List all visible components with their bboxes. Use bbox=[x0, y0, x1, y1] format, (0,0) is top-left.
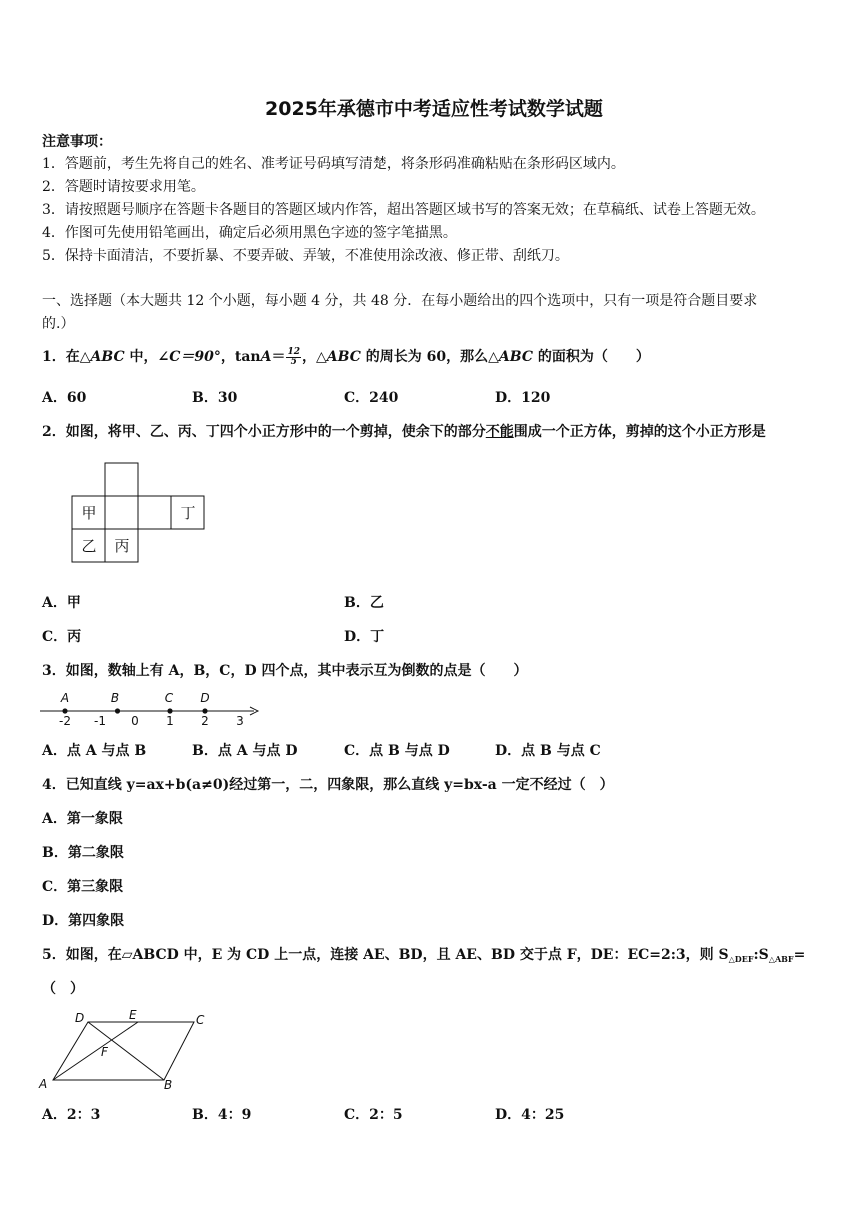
vertex-label-b: B bbox=[164, 1078, 173, 1092]
point-d-dot bbox=[202, 708, 207, 713]
net-square-blank bbox=[138, 496, 171, 529]
q1-mid2: ，tan bbox=[220, 349, 261, 365]
vertex-label-a: A bbox=[39, 1077, 48, 1091]
q3-option-c[interactable]: C．点 B 与点 D bbox=[344, 743, 450, 759]
q2-pre: 2．如图，将甲、乙、丙、丁四个小正方形中的一个剪掉，使余下的部分 bbox=[42, 424, 486, 440]
net-label-bing: 丙 bbox=[114, 537, 130, 555]
page-title: 2025年承德市中考适应性考试数学试题 bbox=[265, 98, 603, 120]
q1-fraction bbox=[286, 348, 301, 367]
notice-item-4: 4．作图可先使用铅笔画出，确定后必须用黑色字迹的签字笔描黑。 bbox=[42, 225, 457, 241]
q4-option-b[interactable]: B．第二象限 bbox=[42, 845, 124, 861]
q5-mid: :S bbox=[753, 947, 769, 963]
q1-angle: ∠C＝90° bbox=[157, 349, 221, 365]
q2-option-a[interactable]: A．甲 bbox=[42, 595, 81, 611]
net-square-top bbox=[105, 463, 138, 496]
q2-option-c[interactable]: C．丙 bbox=[42, 629, 82, 645]
q5-stem bbox=[42, 944, 805, 964]
vertex-label-d: D bbox=[75, 1011, 85, 1025]
vertex-label-c: C bbox=[196, 1013, 205, 1027]
q1-tri1: △ABC bbox=[79, 349, 125, 365]
parallelogram-figure bbox=[36, 1008, 226, 1094]
q4-option-a[interactable]: A．第一象限 bbox=[42, 811, 123, 827]
q3-stem: 3．如图，数轴上有 A，B，C，D 四个点，其中表示互为倒数的点是（ ） bbox=[42, 663, 528, 679]
section1-line1: 一、选择题（本大题共 12 个小题，每小题 4 分，共 48 分．在每小题给出的四个选项中，只有一项是符合题目要求 bbox=[42, 293, 758, 309]
q5-sub1: △DEF bbox=[728, 954, 754, 964]
notice-item-5: 5．保持卡面清洁，不要折暴、不要弄破、弄皱，不准使用涂改液、修正带、刮纸刀。 bbox=[42, 248, 569, 264]
q2-stem bbox=[42, 421, 766, 441]
notice-item-3: 3．请按照题号顺序在答题卡各题目的答题区域内作答，超出答题区域书写的答案无效；在草稿纸、试卷上答题无效。 bbox=[42, 202, 765, 218]
notice-heading: 注意事项： bbox=[42, 134, 112, 150]
notice-item-2: 2．答题时请按要求用笔。 bbox=[42, 179, 205, 195]
q1-option-c[interactable]: C．240 bbox=[344, 390, 399, 406]
q1-option-a[interactable]: A．60 bbox=[42, 390, 87, 406]
notice-item-1: 1．答题前，考生先将自己的姓名、准考证号码填写清楚，将条形码准确粘贴在条形码区域内。 bbox=[42, 156, 625, 172]
q4-option-d[interactable]: D．第四象限 bbox=[42, 913, 125, 929]
q2-option-b[interactable]: B．乙 bbox=[344, 595, 384, 611]
parallelogram-abcd bbox=[53, 1022, 194, 1080]
q5-option-c[interactable]: C．2：5 bbox=[344, 1107, 403, 1123]
point-c-dot bbox=[167, 708, 172, 713]
q3-option-d[interactable]: D．点 B 与点 C bbox=[495, 743, 601, 759]
tick-label-0: 0 bbox=[131, 714, 139, 728]
point-label-c: C bbox=[164, 691, 174, 705]
q3-option-b[interactable]: B．点 A 与点 D bbox=[192, 743, 298, 759]
q1-tri3: △ABC bbox=[488, 349, 533, 365]
net-label-yi: 乙 bbox=[81, 537, 97, 555]
q2-option-d[interactable]: D．丁 bbox=[344, 629, 385, 645]
q1-frac-den: 5 bbox=[290, 356, 297, 367]
number-line-figure bbox=[38, 688, 268, 730]
point-b-dot bbox=[115, 708, 120, 713]
tick-label-3: 3 bbox=[236, 714, 244, 728]
net-label-jia: 甲 bbox=[81, 504, 97, 522]
q5-line2: （ ） bbox=[42, 981, 84, 997]
net-label-ding: 丁 bbox=[180, 504, 196, 522]
tick-label-neg2: -2 bbox=[59, 714, 71, 728]
point-label-b: B bbox=[110, 691, 120, 705]
q1-mid3: ， bbox=[301, 349, 316, 365]
q1-mid4: 的周长为 60，那么 bbox=[360, 349, 489, 365]
q1-option-b[interactable]: B．30 bbox=[192, 390, 238, 406]
q2-post: 围成一个正方体，剪掉的这个小正方形是 bbox=[513, 424, 766, 440]
q1-post: 的面积为（ ） bbox=[532, 349, 650, 365]
point-label-d: D bbox=[200, 691, 210, 705]
q1-tri2: △ABC bbox=[315, 349, 361, 365]
q4-stem: 4．已知直线 y=ax+b(a≠0)经过第一，二，四象限，那么直线 y=bx-a 一定不经过（ ） bbox=[42, 777, 614, 793]
q1-stem bbox=[42, 346, 650, 367]
point-a-dot bbox=[62, 708, 67, 713]
point-label-f: F bbox=[101, 1045, 108, 1059]
net-square-middle bbox=[105, 496, 138, 529]
q5-sub2: △ABF bbox=[768, 954, 794, 964]
tick-label-1: 1 bbox=[166, 714, 174, 728]
q1-frac-num: 12 bbox=[287, 346, 300, 357]
q1-eq: ＝ bbox=[271, 349, 286, 365]
q3-option-a[interactable]: A．点 A 与点 B bbox=[42, 743, 147, 759]
q1-pre: 1．在 bbox=[42, 349, 80, 365]
q5-option-d[interactable]: D．4：25 bbox=[495, 1107, 565, 1123]
tick-label-2: 2 bbox=[201, 714, 209, 728]
q5-option-a[interactable]: A．2：3 bbox=[42, 1107, 101, 1123]
q5-text: 5．如图，在▱ABCD 中，E 为 CD 上一点，连接 AE、BD，且 AE、BD 交于点 F，DE：EC=2:3，则 S bbox=[42, 947, 729, 963]
q1-option-d[interactable]: D．120 bbox=[495, 390, 551, 406]
tick-label-neg1: -1 bbox=[94, 714, 106, 728]
q2-underlined: 不能 bbox=[485, 424, 514, 440]
q1-varA: A bbox=[260, 349, 272, 365]
vertex-label-e: E bbox=[129, 1008, 137, 1022]
q4-option-c[interactable]: C．第三象限 bbox=[42, 879, 124, 895]
section1-line2: 的.） bbox=[42, 316, 75, 332]
cube-net-figure bbox=[70, 462, 210, 566]
q5-option-b[interactable]: B．4：9 bbox=[192, 1107, 252, 1123]
q5-end: = bbox=[793, 947, 806, 963]
q1-mid1: 中， bbox=[124, 349, 158, 365]
point-label-a: A bbox=[60, 691, 70, 705]
